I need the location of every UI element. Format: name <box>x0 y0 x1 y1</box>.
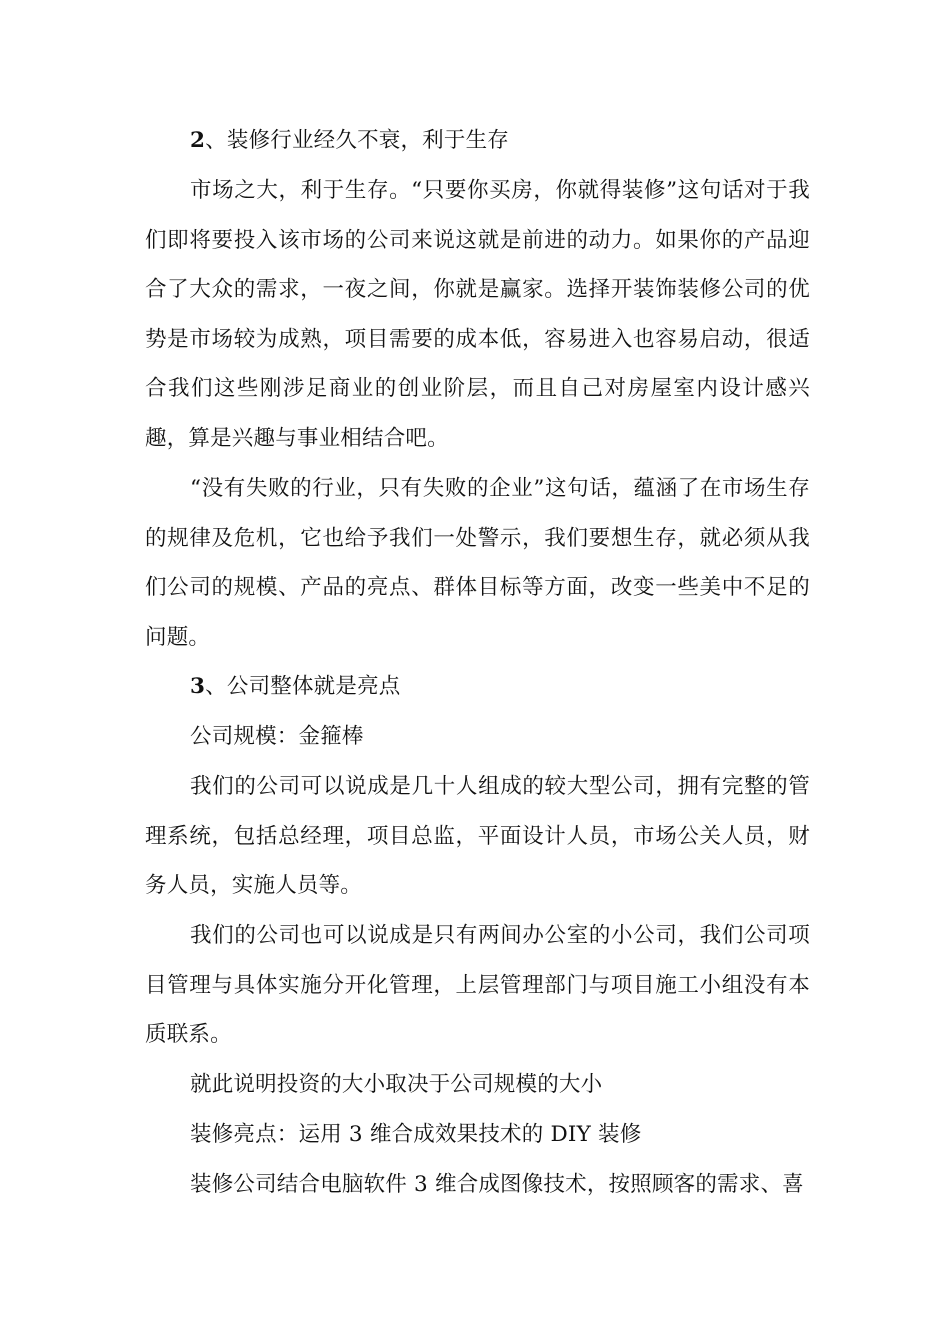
subheading-highlight: 装修亮点：运用 3 维合成效果技术的 DIY 装修 <box>190 1122 642 1147</box>
subheading-company-scale: 公司规模：金箍棒 <box>190 724 364 749</box>
section-heading-2 <box>145 116 810 166</box>
paragraph-large-company: 我们的公司可以说成是几十人组成的较大型公司，拥有完整的管理系统，包括总经理，项目总监，平面设计人员，市场公关人员，财务人员，实施人员等。 <box>145 774 810 898</box>
section-title: 、公司整体就是亮点 <box>205 674 401 699</box>
paragraph-3d-technology: 装修公司结合电脑软件 3 维合成图像技术，按照顾客的需求、喜 <box>190 1172 804 1197</box>
paragraph-small-company: 我们的公司也可以说成是只有两间办公室的小公司，我们公司项目管理与具体实施分开化管理，上层管理部门与项目施工小组没有本质联系。 <box>145 923 810 1047</box>
section-title: 、装修行业经久不衰，利于生存 <box>205 128 509 153</box>
section-number: 3 <box>190 674 206 699</box>
section-heading-3 <box>145 662 810 712</box>
paragraph-industry-quote: “没有失败的行业，只有失败的企业”这句话，蕴涵了在市场生存的规律及危机，它也给予我们一处警示，我们要想生存，就必须从我们公司的规模、产品的亮点、群体目标等方面，改变一些美中不足的问题。 <box>145 476 810 650</box>
paragraph-investment: 就此说明投资的大小取决于公司规模的大小 <box>190 1072 603 1097</box>
paragraph-market: 市场之大，利于生存。“只要你买房，你就得装修”这句话对于我们即将要投入该市场的公司来说这就是前进的动力。如果你的产品迎合了大众的需求，一夜之间，你就是赢家。选择开装饰装修公司的优势是市场较为成熟，项目需要的成本低，容易进入也容易启动，很适合我们这些刚涉足商业的创业阶层，而且自己对房屋室内设计感兴趣，算是兴趣与事业相结合吧。 <box>145 178 810 451</box>
section-number: 2 <box>190 128 206 153</box>
